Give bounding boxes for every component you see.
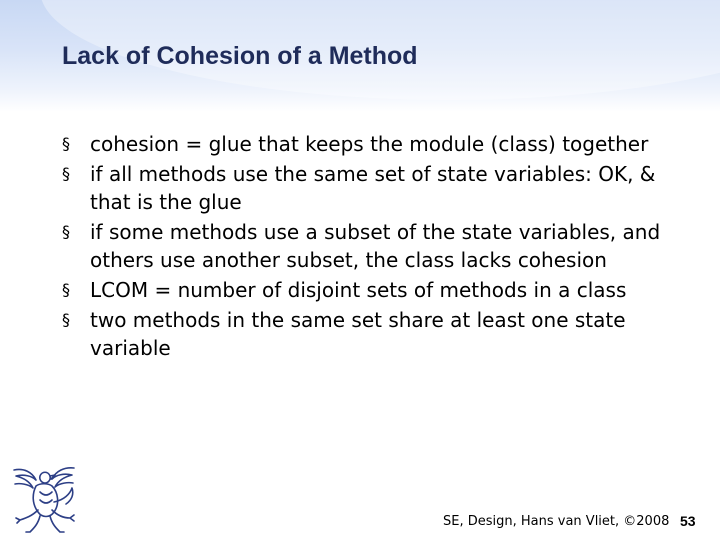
bullet-marker-icon: § (62, 134, 70, 153)
bullet-text: if all methods use the same set of state variables: OK, & that is the glue (90, 162, 656, 214)
footer-credit: SE, Design, Hans van Vliet, ©2008 (443, 514, 670, 529)
bullet-text: if some methods use a subset of the state variables, and others use another subset, the class lacks cohesion (90, 220, 661, 272)
griffin-emblem-icon (6, 462, 82, 538)
bullet-text: LCOM = number of disjoint sets of methods in a class (90, 278, 627, 302)
bullet-text: cohesion = glue that keeps the module (class) together (90, 132, 649, 156)
bullet-marker-icon: § (62, 222, 70, 241)
slide-title: Lack of Cohesion of a Method (62, 42, 418, 70)
bullet-item (62, 218, 682, 274)
page-number: 53 (680, 513, 696, 529)
bullet-item (62, 276, 682, 304)
bullet-item (62, 160, 682, 216)
bullet-item (62, 130, 682, 158)
bullet-marker-icon: § (62, 310, 70, 329)
bullet-item (62, 306, 682, 362)
bullet-list (62, 130, 682, 364)
bullet-marker-icon: § (62, 280, 70, 299)
bullet-text: two methods in the same set share at least one state variable (90, 308, 626, 360)
bullet-marker-icon: § (62, 164, 70, 183)
